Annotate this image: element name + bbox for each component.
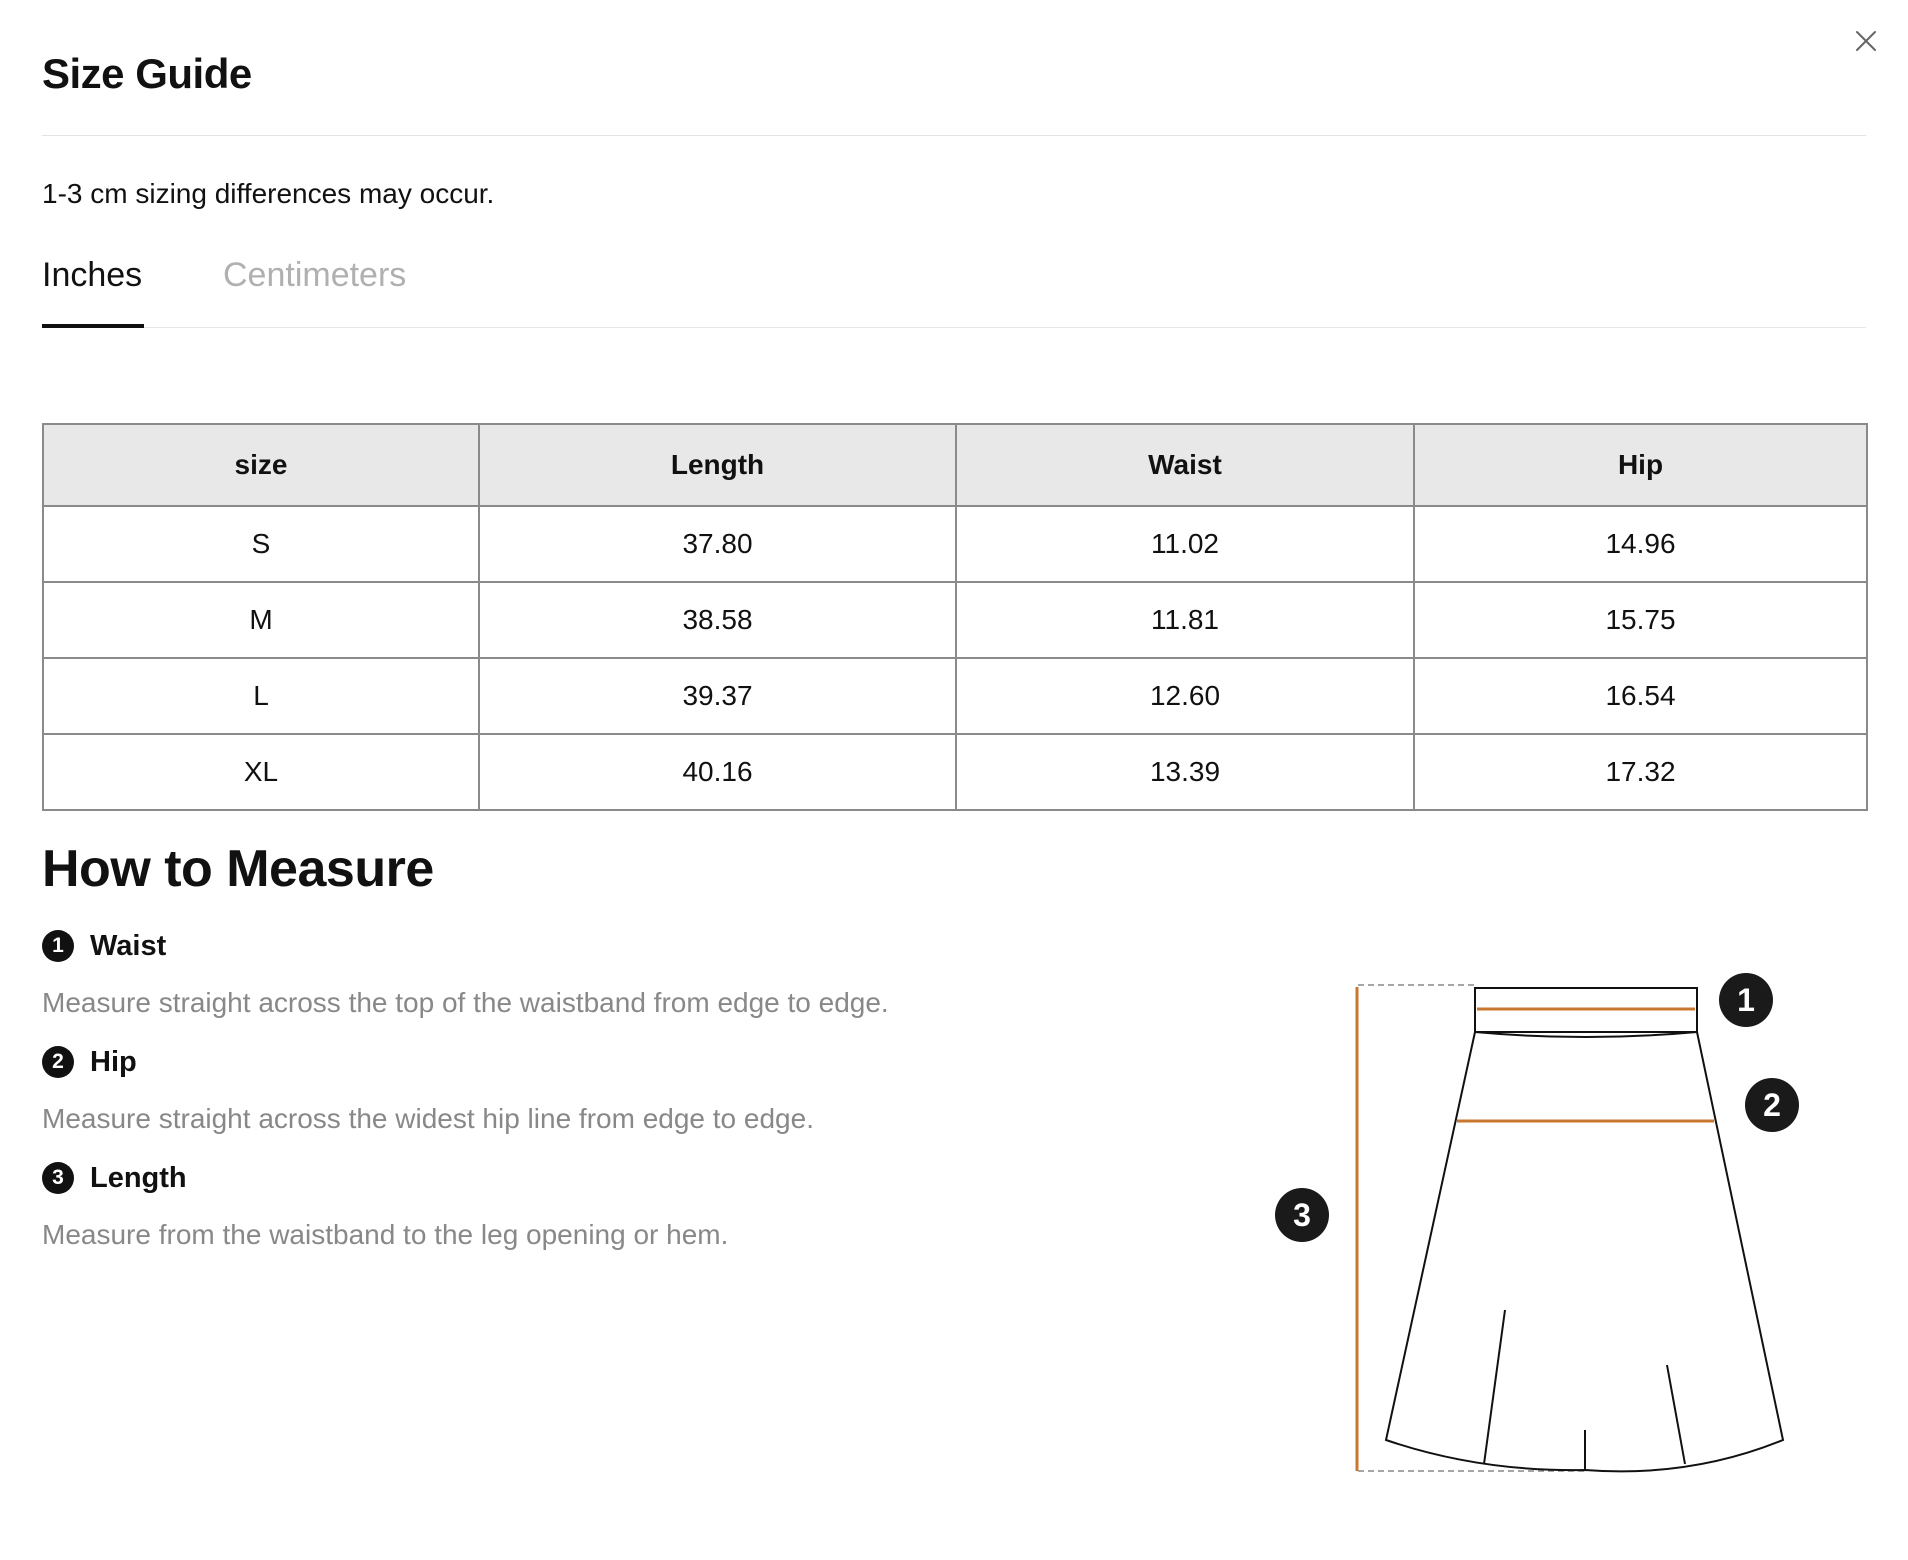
cell-size: S	[43, 506, 479, 582]
table-header-row	[43, 424, 1867, 506]
header-waist: Waist	[956, 424, 1414, 506]
table-row	[43, 658, 1867, 734]
close-icon	[1855, 30, 1877, 52]
sizing-note: 1-3 cm sizing differences may occur.	[42, 178, 495, 209]
step-desc-hip: Measure straight across the widest hip line from edge to edge.	[42, 1103, 814, 1134]
cell-waist: 11.81	[956, 582, 1414, 658]
badge-1	[1719, 973, 1773, 1027]
step-number-badge: 3	[42, 1162, 74, 1194]
tabs-divider	[42, 327, 1866, 328]
skirt-body-shape	[1386, 1032, 1783, 1471]
unit-tabs	[42, 252, 1866, 328]
cell-waist: 13.39	[956, 734, 1414, 810]
table-row	[43, 582, 1867, 658]
svg-text:2: 2	[1763, 1087, 1781, 1123]
cell-waist: 11.02	[956, 506, 1414, 582]
table-row	[43, 506, 1867, 582]
badge-3	[1275, 1188, 1329, 1242]
cell-length: 40.16	[479, 734, 956, 810]
cell-length: 37.80	[479, 506, 956, 582]
step-label-length: Length	[90, 1162, 187, 1194]
cell-waist: 12.60	[956, 658, 1414, 734]
cell-size: XL	[43, 734, 479, 810]
badge-2	[1745, 1078, 1799, 1132]
cell-hip: 14.96	[1414, 506, 1867, 582]
skirt-measure-illustration	[1270, 960, 1810, 1480]
header-length: Length	[479, 424, 956, 506]
active-tab-indicator	[42, 324, 144, 328]
step-number-badge: 1	[42, 930, 74, 962]
tab-inches[interactable]: Inches	[42, 256, 143, 294]
dialog-title: Size Guide	[42, 50, 252, 97]
svg-text:1: 1	[1737, 982, 1755, 1018]
step-desc-waist: Measure straight across the top of the waistband from edge to edge.	[42, 987, 889, 1018]
header-size: size	[43, 424, 479, 506]
step-label-hip: Hip	[90, 1046, 137, 1078]
step-length	[42, 1160, 187, 1196]
cell-hip: 17.32	[1414, 734, 1867, 810]
cell-length: 38.58	[479, 582, 956, 658]
cell-size: L	[43, 658, 479, 734]
cell-size: M	[43, 582, 479, 658]
close-button[interactable]	[1847, 22, 1885, 60]
step-desc-length: Measure from the waistband to the leg opening or hem.	[42, 1219, 729, 1250]
how-to-measure-title: How to Measure	[42, 840, 434, 898]
cell-hip: 16.54	[1414, 658, 1867, 734]
svg-text:3: 3	[1293, 1197, 1311, 1233]
step-number-badge: 2	[42, 1046, 74, 1078]
header-hip: Hip	[1414, 424, 1867, 506]
step-label-waist: Waist	[90, 930, 167, 962]
step-waist	[42, 928, 166, 964]
cell-length: 39.37	[479, 658, 956, 734]
table-row	[43, 734, 1867, 810]
size-table	[42, 423, 1868, 811]
step-hip	[42, 1044, 137, 1080]
tab-centimeters[interactable]: Centimeters	[223, 256, 407, 294]
cell-hip: 15.75	[1414, 582, 1867, 658]
header-divider	[42, 135, 1866, 136]
